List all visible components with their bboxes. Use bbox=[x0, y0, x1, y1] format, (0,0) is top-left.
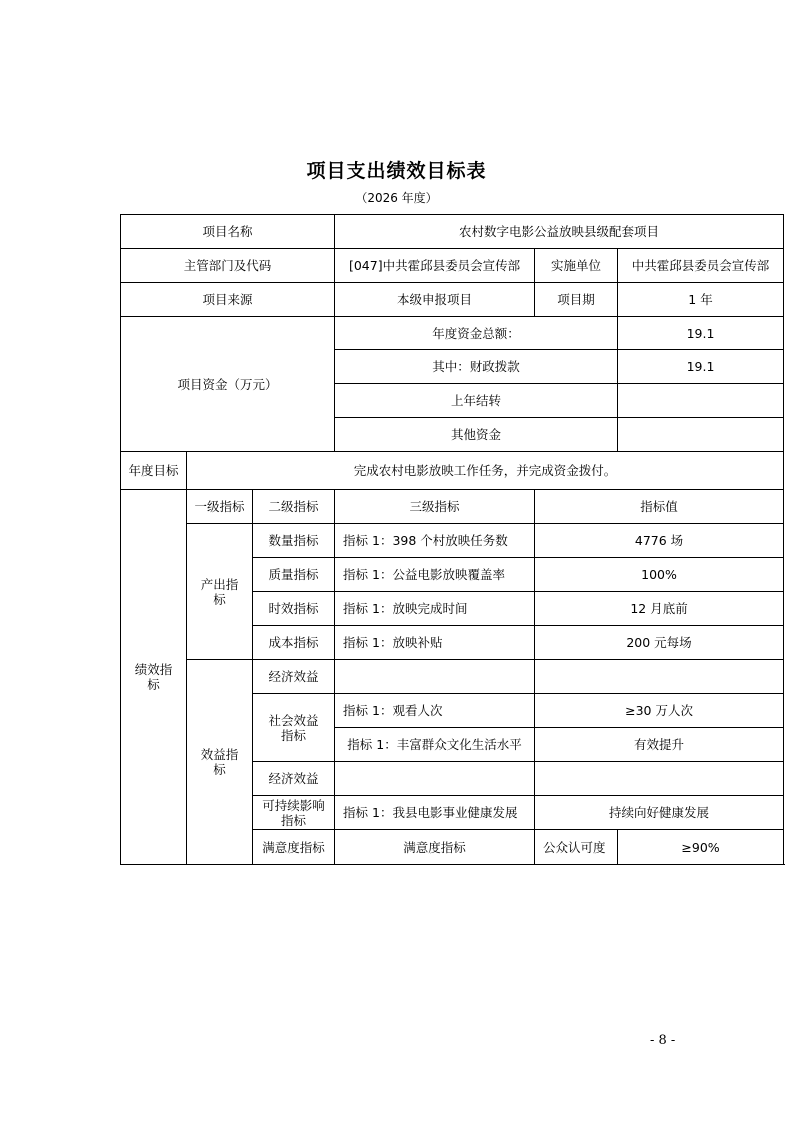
output-value: 200 元每场 bbox=[535, 626, 784, 660]
table-row bbox=[121, 452, 784, 490]
dept-value: [047]中共霍邱县委员会宣传部 bbox=[335, 249, 535, 283]
output-level3: 指标 1：放映补贴 bbox=[335, 626, 535, 660]
benefit-social-level3: 指标 1：丰富群众文化生活水平 bbox=[335, 728, 535, 762]
satisfaction-value: ≥90% bbox=[618, 830, 784, 865]
source-value: 本级申报项目 bbox=[335, 283, 535, 317]
annual-goal-value: 完成农村电影放映工作任务，并完成资金拨付。 bbox=[187, 452, 784, 490]
funds-total-value: 19.1 bbox=[618, 317, 784, 350]
benefit-social-value: 有效提升 bbox=[535, 728, 784, 762]
benefit-label: 效益指标 bbox=[187, 660, 253, 865]
performance-target-table bbox=[120, 214, 784, 865]
output-label: 产出指标 bbox=[187, 524, 253, 660]
output-level2: 成本指标 bbox=[253, 626, 335, 660]
satisfaction-level3: 公众认可度 bbox=[535, 830, 618, 865]
benefit-sustain-level3: 指标 1：我县电影事业健康发展 bbox=[335, 796, 535, 830]
output-level3: 指标 1：放映完成时间 bbox=[335, 592, 535, 626]
dept-label: 主管部门及代码 bbox=[121, 249, 335, 283]
benefit-economic-value bbox=[535, 660, 784, 694]
benefit-sustain-value: 持续向好健康发展 bbox=[535, 796, 784, 830]
benefit-economic2-label: 经济效益 bbox=[253, 762, 335, 796]
output-value: 100% bbox=[535, 558, 784, 592]
funds-fiscal-value: 19.1 bbox=[618, 350, 784, 384]
project-name-value: 农村数字电影公益放映县级配套项目 bbox=[335, 215, 784, 249]
performance-label: 绩效指标 bbox=[121, 490, 187, 865]
page-number: - 8 - bbox=[650, 1033, 676, 1048]
output-level2: 质量指标 bbox=[253, 558, 335, 592]
benefit-economic-level3 bbox=[335, 660, 535, 694]
header-level3: 三级指标 bbox=[335, 490, 535, 524]
funds-label: 项目资金（万元） bbox=[121, 317, 335, 452]
satisfaction-level2: 满意度指标 bbox=[335, 830, 535, 865]
output-level2: 数量指标 bbox=[253, 524, 335, 558]
table-row bbox=[121, 524, 784, 558]
table-row bbox=[121, 249, 784, 283]
table-row bbox=[121, 660, 784, 694]
impl-unit-value: 中共霍邱县委员会宣传部 bbox=[618, 249, 784, 283]
output-level2: 时效指标 bbox=[253, 592, 335, 626]
benefit-economic-label: 经济效益 bbox=[253, 660, 335, 694]
funds-fiscal-label: 其中：财政拨款 bbox=[335, 350, 618, 384]
period-label: 项目期 bbox=[535, 283, 618, 317]
funds-carryover-value bbox=[618, 384, 784, 418]
benefit-social-value: ≥30 万人次 bbox=[535, 694, 784, 728]
period-value: 1 年 bbox=[618, 283, 784, 317]
year-note: （2026 年度） bbox=[355, 191, 438, 205]
project-name-label: 项目名称 bbox=[121, 215, 335, 249]
funds-total-label: 年度资金总额： bbox=[335, 317, 618, 350]
benefit-economic2-level3 bbox=[335, 762, 535, 796]
header-level2: 二级指标 bbox=[253, 490, 335, 524]
satisfaction-level1: 满意度指标 bbox=[253, 830, 335, 865]
table-row bbox=[121, 490, 784, 524]
output-level3: 指标 1：公益电影放映覆盖率 bbox=[335, 558, 535, 592]
output-level3: 指标 1：398 个村放映任务数 bbox=[335, 524, 535, 558]
benefit-sustain-label: 可持续影响指标 bbox=[253, 796, 335, 830]
header-level1: 一级指标 bbox=[187, 490, 253, 524]
benefit-economic2-value bbox=[535, 762, 784, 796]
page-title: 项目支出绩效目标表 bbox=[306, 160, 487, 182]
table-row bbox=[121, 283, 784, 317]
output-value: 4776 场 bbox=[535, 524, 784, 558]
table-row bbox=[121, 215, 784, 249]
benefit-social-label: 社会效益指标 bbox=[253, 694, 335, 762]
impl-unit-label: 实施单位 bbox=[535, 249, 618, 283]
source-label: 项目来源 bbox=[121, 283, 335, 317]
funds-carryover-label: 上年结转 bbox=[335, 384, 618, 418]
output-value: 12 月底前 bbox=[535, 592, 784, 626]
table-row bbox=[121, 317, 784, 350]
funds-other-value bbox=[618, 418, 784, 452]
funds-other-label: 其他资金 bbox=[335, 418, 618, 452]
header-value: 指标值 bbox=[535, 490, 784, 524]
benefit-social-level3: 指标 1：观看人次 bbox=[335, 694, 535, 728]
annual-goal-label: 年度目标 bbox=[121, 452, 187, 490]
